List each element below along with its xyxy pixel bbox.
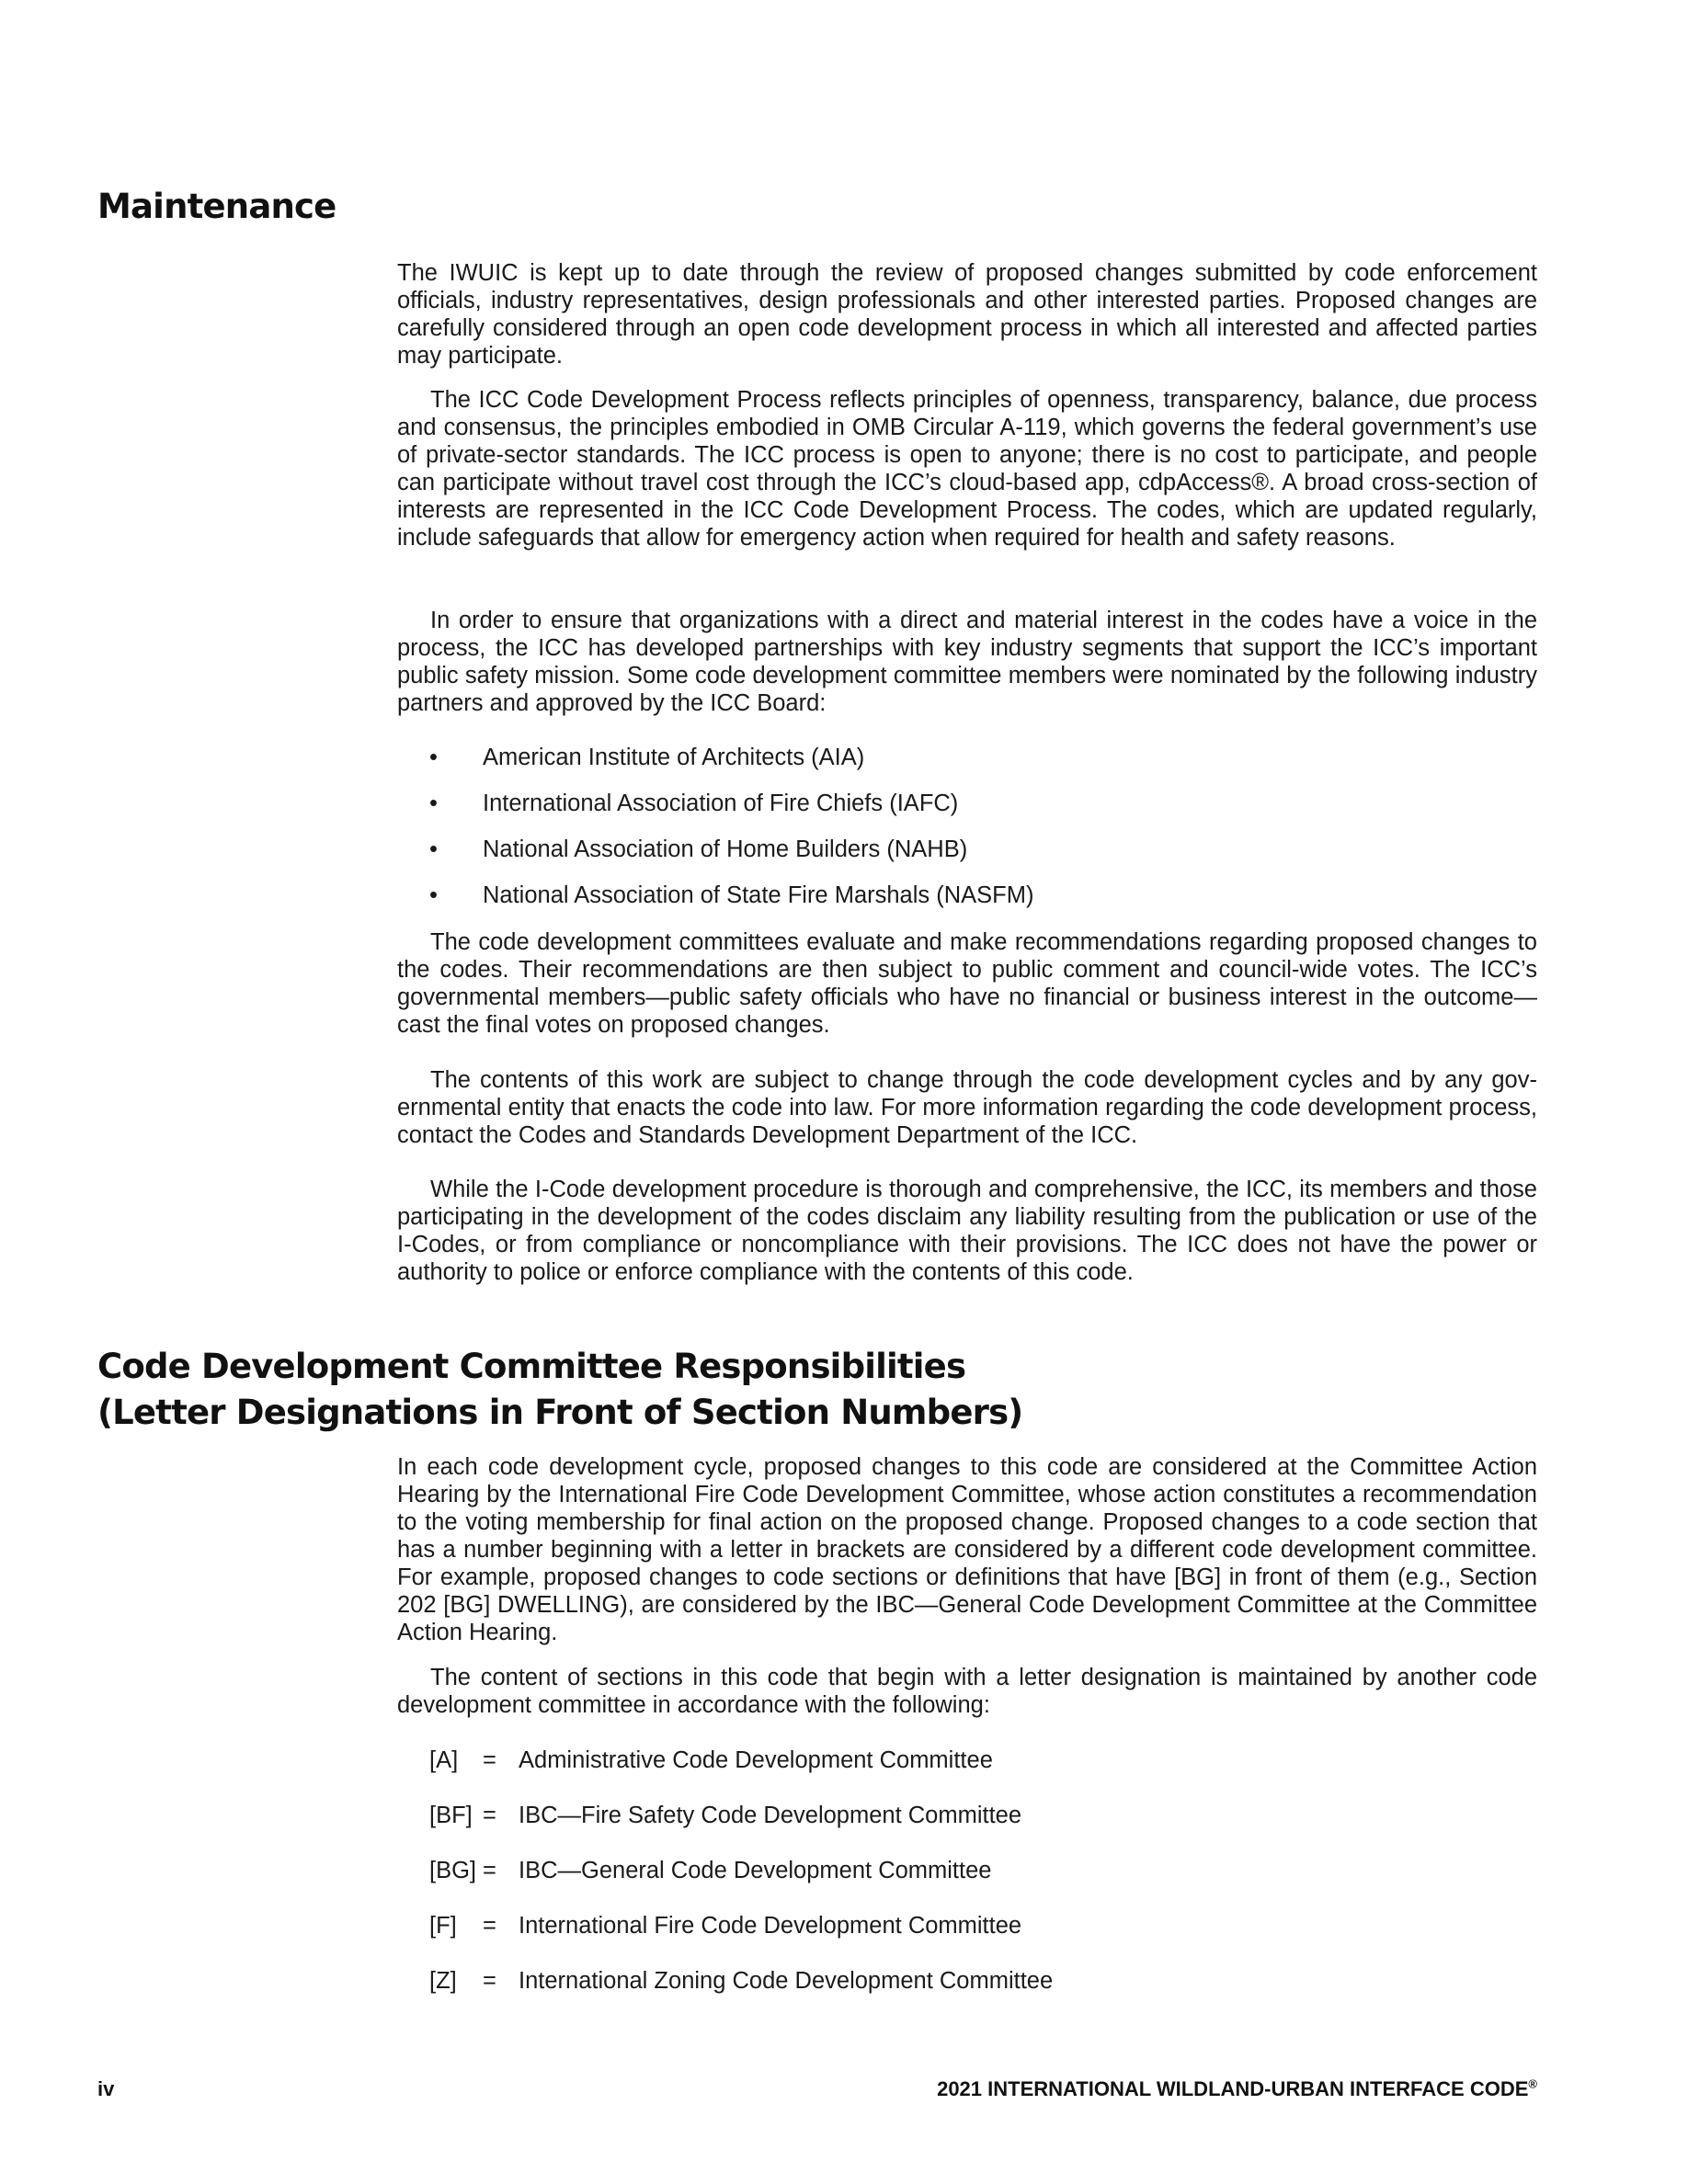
designation-committee: IBC—General Code Development Committee <box>519 1858 992 1883</box>
designation-code: [BF] <box>429 1803 473 1828</box>
designation-row <box>429 1802 1441 1829</box>
maintenance-paragraph-1: The IWUIC is kept up to date through the review of proposed changes submitted by code enforcement officials, industry representatives, design professionals and other interested parties. Proposed changes are carefully considered through an open code development process in which all interested and affected parties may participate. <box>397 260 1537 369</box>
committee-heading-line-1: Code Development Committee Responsibilities <box>97 1347 966 1386</box>
partner-list-item <box>429 882 1441 909</box>
partner-list-item <box>429 744 1441 771</box>
designation-committee: IBC—Fire Safety Code Development Committee <box>519 1803 1022 1828</box>
running-footer-title <box>937 2077 1537 2101</box>
partner-name: National Association of State Fire Marshals (NASFM) <box>483 882 1034 908</box>
partner-name: National Association of Home Builders (NAHB) <box>483 836 968 862</box>
designation-committee: International Zoning Code Development Committee <box>519 1968 1054 1994</box>
maintenance-paragraph-4: The code development committees evaluate and make recommendations regarding proposed changes to the codes. Their recommendations are then subject to public comment and council-wide votes. The ICC’s governmental members—public safety officials who have no financial or business interest in the outcome—cast the final votes on proposed changes. <box>397 929 1537 1038</box>
committee-heading <box>97 1344 1022 1436</box>
designation-code: [F] <box>429 1913 457 1939</box>
maintenance-paragraph-2: The ICC Code Development Process reflects principles of openness, transparency, balance, due process and consensus, the principles embodied in OMB Circular A-119, which governs the federal government’s use of private-sector standards. The ICC process is open to anyone; there is no cost to participate, and people can participate without travel cost through the ICC’s cloud-based app, cdpAccess®. A broad cross-section of interests are represented in the ICC Code Development Process. The codes, which are updated regularly, include safeguards that allow for emergency action when required for health and safety reasons. <box>397 387 1537 551</box>
committee-paragraph-1: In each code development cycle, proposed changes to this code are considered at the Committee Action Hearing by the International Fire Code Development Committee, whose action constitutes a recommendation to the voting membership for final action on the proposed change. Proposed changes to a code section that has a number beginning with a letter in brackets are considered by a different code development committee. For example, proposed changes to code sections or definitions that have [BG] in front of them (e.g., Section 202 [BG] DWELLING), are considered by the IBC—General Code Development Committee at the Committee Action Hearing. <box>397 1454 1537 1645</box>
designation-row <box>429 1746 1441 1774</box>
maintenance-paragraph-5: The contents of this work are subject to change through the code development cycles and by any governmental entity that enacts the code into law. For more information regarding the code development process, contact the Codes and Standards Development Department of the ICC. <box>397 1067 1537 1148</box>
partner-list-item <box>429 836 1441 863</box>
committee-heading-line-2: (Letter Designations in Front of Section Numbers) <box>97 1393 1023 1432</box>
partner-list-item <box>429 790 1441 817</box>
committee-paragraph-2: The content of sections in this code that begin with a letter designation is maintained by another code development committee in accordance with the following: <box>397 1665 1537 1718</box>
equals-sign: = <box>483 1747 496 1773</box>
designation-row <box>429 1857 1441 1884</box>
designation-row <box>429 1967 1441 1995</box>
designation-committee: International Fire Code Development Committee <box>519 1913 1022 1939</box>
maintenance-heading: Maintenance <box>97 187 336 226</box>
designation-code: [BG] <box>429 1858 477 1883</box>
maintenance-paragraph-6: While the I-Code development procedure is thorough and comprehensive, the ICC, its members and those participating in the development of the codes disclaim any liability resulting from the publication or use of the I-Codes, or from compliance or noncompliance with their provisions. The ICC does not have the power or authority to police or enforce compliance with the contents of this code. <box>397 1177 1537 1285</box>
designation-code: [A] <box>429 1747 459 1773</box>
footer-title-text: 2021 INTERNATIONAL WILDLAND-URBAN INTERFACE CODE <box>937 2077 1529 2100</box>
registered-mark: ® <box>1528 2076 1537 2091</box>
partner-name: American Institute of Architects (AIA) <box>483 745 865 770</box>
page-number: iv <box>97 2077 115 2100</box>
bullet-icon: • <box>429 836 438 862</box>
bullet-icon: • <box>429 745 438 770</box>
designation-committee: Administrative Code Development Committee <box>519 1747 993 1773</box>
equals-sign: = <box>483 1803 496 1828</box>
equals-sign: = <box>483 1913 496 1939</box>
maintenance-paragraph-3: In order to ensure that organizations with a direct and material interest in the codes have a voice in the process, the ICC has developed partnerships with key industry segments that support the ICC’s important public safety mission. Some code development committee members were nominated by the following industry partners and approved by the ICC Board: <box>397 608 1537 716</box>
partner-name: International Association of Fire Chiefs (IAFC) <box>483 791 959 816</box>
equals-sign: = <box>483 1858 496 1883</box>
bullet-icon: • <box>429 882 438 908</box>
designation-code: [Z] <box>429 1968 457 1994</box>
designation-row <box>429 1912 1441 1939</box>
bullet-icon: • <box>429 791 438 816</box>
equals-sign: = <box>483 1968 496 1994</box>
